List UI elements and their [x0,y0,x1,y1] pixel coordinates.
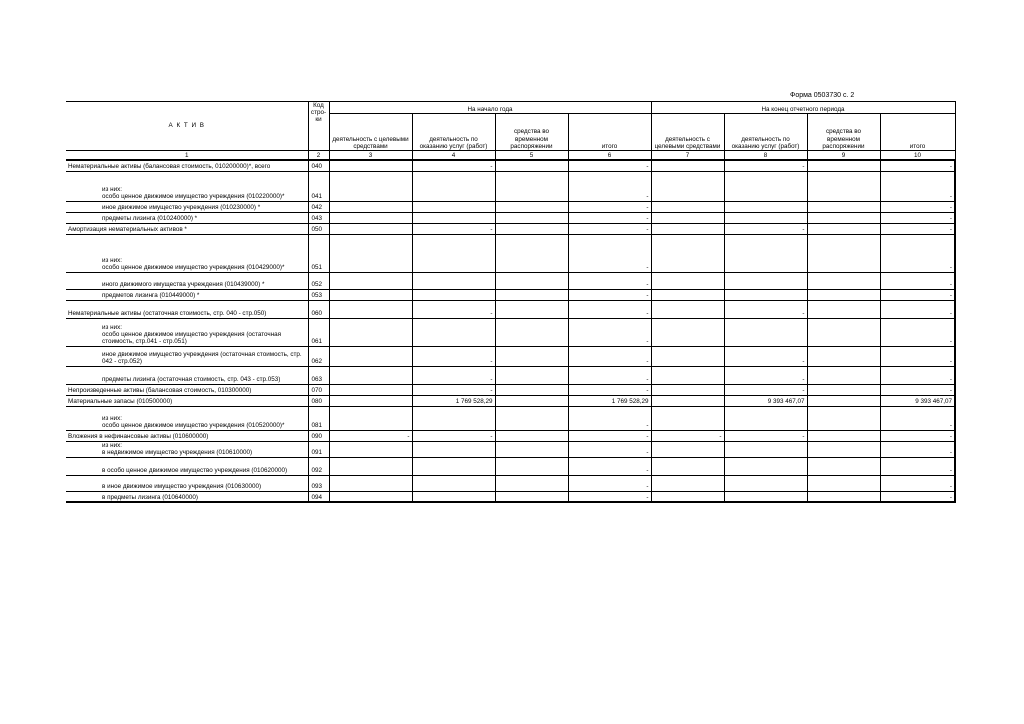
value-cell [807,318,880,346]
value-cell [724,289,807,300]
table-row [66,318,955,346]
value-cell [495,300,568,318]
value-cell [495,430,568,441]
column-number: 8 [724,151,807,161]
table-row [66,475,955,491]
value-cell [807,212,880,223]
value-cell [495,441,568,457]
value-cell [412,212,495,223]
value-cell [651,272,724,289]
row-label: Нематериальные активы (балансовая стоимость, 010200000)*, всего [66,160,308,171]
row-code: 053 [308,289,329,300]
end-of-period-header: На конец отчетного периода [651,102,955,114]
row-label: в иное движимое имущество учреждения (010630000) [66,475,308,491]
start-of-year-header: На начало года [329,102,651,114]
value-cell [651,346,724,366]
value-cell [329,457,412,475]
value-cell [495,475,568,491]
row-label: Нематериальные активы (остаточная стоимость, стр. 040 - стр.050) [66,300,308,318]
value-cell [412,475,495,491]
value-cell: - [880,441,955,457]
table-row [66,289,955,300]
column-number: 4 [412,151,495,161]
column-header: деятельность по оказанию услуг (работ) [724,114,807,151]
value-cell [651,457,724,475]
value-cell [807,346,880,366]
value-cell [329,160,412,171]
row-code: 060 [308,300,329,318]
value-cell: - [412,223,495,234]
value-cell [412,318,495,346]
column-header: средства во временном распоряжении [807,114,880,151]
value-cell: - [568,201,651,212]
value-cell [651,171,724,201]
value-cell [651,491,724,502]
row-label: из них: особо ценное движимое имущество учреждения (остаточная стоимость, стр.041 - стр.051) [66,318,308,346]
value-cell: - [724,160,807,171]
value-cell: - [412,366,495,384]
value-cell [329,366,412,384]
value-cell: - [880,366,955,384]
value-cell [651,201,724,212]
column-number: 6 [568,151,651,161]
value-cell: - [568,212,651,223]
value-cell [651,475,724,491]
table-row [66,300,955,318]
value-cell: - [412,430,495,441]
value-cell [651,212,724,223]
value-cell [412,491,495,502]
asset-header: А К Т И В [66,102,308,151]
value-cell [329,318,412,346]
value-cell: 9 393 467,07 [880,395,955,406]
value-cell [807,201,880,212]
value-cell [807,234,880,272]
table-row [66,160,955,171]
value-cell [807,491,880,502]
table-row [66,366,955,384]
row-label: из них: особо ценное движимое имущество учреждения (010429000)* [66,234,308,272]
value-cell: - [724,300,807,318]
value-cell [412,272,495,289]
table-row [66,457,955,475]
value-cell: - [880,272,955,289]
value-cell [724,212,807,223]
table-row [66,272,955,289]
value-cell: - [724,346,807,366]
value-cell: 9 393 467,07 [724,395,807,406]
row-code: 081 [308,406,329,430]
value-cell [495,201,568,212]
value-cell [807,223,880,234]
value-cell [807,441,880,457]
value-cell [495,406,568,430]
value-cell: - [568,346,651,366]
value-cell [495,223,568,234]
code-header: Код стро-ки [308,102,329,151]
table-row [66,346,955,366]
value-cell: - [568,300,651,318]
value-cell [807,289,880,300]
column-header: итого [880,114,955,151]
value-cell: - [412,346,495,366]
value-cell [412,289,495,300]
value-cell: - [880,491,955,502]
value-cell [807,300,880,318]
row-label: из них: особо ценное движимое имущество учреждения (010520000)* [66,406,308,430]
value-cell [329,491,412,502]
row-label: в особо ценное движимое имущество учреждения (010620000) [66,457,308,475]
value-cell [651,441,724,457]
value-cell [412,406,495,430]
row-label: Материальные запасы (010500000) [66,395,308,406]
value-cell [495,171,568,201]
value-cell: - [568,223,651,234]
value-cell [651,223,724,234]
value-cell [329,395,412,406]
value-cell [329,346,412,366]
table-row [66,234,955,272]
value-cell: - [412,300,495,318]
value-cell [651,234,724,272]
value-cell [724,171,807,201]
value-cell [807,457,880,475]
column-number: 2 [308,151,329,161]
value-cell [807,171,880,201]
value-cell: - [880,300,955,318]
value-cell: - [568,366,651,384]
value-cell [807,272,880,289]
column-header: деятельность по оказанию услуг (работ) [412,114,495,151]
row-label: иное движимое имущество учреждения (010230000) * [66,201,308,212]
column-header: средства во временном распоряжении [495,114,568,151]
value-cell: - [568,234,651,272]
value-cell: - [568,491,651,502]
value-cell [329,384,412,395]
value-cell: - [568,272,651,289]
value-cell [412,441,495,457]
row-label: иное движимое имущество учреждения (остаточная стоимость, стр. 042 - стр.052) [66,346,308,366]
column-number: 10 [880,151,955,161]
row-label: иного движимого имущества учреждения (010439000) * [66,272,308,289]
value-cell: - [568,457,651,475]
value-cell: - [880,318,955,346]
value-cell: - [880,430,955,441]
value-cell: - [412,160,495,171]
value-cell [807,430,880,441]
value-cell [495,491,568,502]
column-header: итого [568,114,651,151]
value-cell [495,212,568,223]
table-row [66,384,955,395]
value-cell [329,223,412,234]
value-cell [651,289,724,300]
value-cell: - [880,475,955,491]
value-cell: - [329,430,412,441]
row-label: в предметы лизинга (010640000) [66,491,308,502]
row-code: 070 [308,384,329,395]
row-label: Вложения в нефинансовые активы (010600000) [66,430,308,441]
value-cell: - [568,406,651,430]
row-code: 063 [308,366,329,384]
value-cell [724,491,807,502]
form-label: Форма 0503730 с. 2 [790,92,855,99]
value-cell [651,160,724,171]
value-cell [329,171,412,201]
value-cell [724,441,807,457]
row-code: 051 [308,234,329,272]
value-cell: - [568,289,651,300]
table-row [66,223,955,234]
value-cell [412,234,495,272]
value-cell: - [412,384,495,395]
value-cell [807,366,880,384]
value-cell [495,289,568,300]
column-number: 5 [495,151,568,161]
value-cell: - [568,384,651,395]
value-cell [495,346,568,366]
row-label: предметов лизинга (010449000) * [66,289,308,300]
table-row [66,441,955,457]
value-cell: - [880,201,955,212]
table-row [66,395,955,406]
value-cell: - [880,212,955,223]
value-cell: - [568,430,651,441]
value-cell [495,384,568,395]
value-cell [651,300,724,318]
table-row [66,171,955,201]
row-code: 091 [308,441,329,457]
row-code: 090 [308,430,329,441]
value-cell [495,457,568,475]
value-cell [329,475,412,491]
row-code: 093 [308,475,329,491]
row-code: 050 [308,223,329,234]
row-code: 042 [308,201,329,212]
row-label: предметы лизинга (010240000) * [66,212,308,223]
value-cell: - [568,475,651,491]
row-code: 043 [308,212,329,223]
column-header: деятельность с целевыми средствами [651,114,724,151]
value-cell [651,318,724,346]
table-row [66,212,955,223]
row-code: 061 [308,318,329,346]
value-cell [651,366,724,384]
value-cell [495,395,568,406]
value-cell: - [568,441,651,457]
row-code: 092 [308,457,329,475]
value-cell: - [880,289,955,300]
value-cell [807,384,880,395]
value-cell [651,384,724,395]
column-header: деятельность с целевыми средствами [329,114,412,151]
value-cell [329,212,412,223]
value-cell [329,441,412,457]
value-cell [807,475,880,491]
value-cell: - [724,430,807,441]
value-cell [412,457,495,475]
value-cell: - [724,366,807,384]
column-number: 3 [329,151,412,161]
value-cell [724,457,807,475]
value-cell: - [880,346,955,366]
value-cell [807,406,880,430]
value-cell: - [724,223,807,234]
row-label: предметы лизинга (остаточная стоимость, стр. 043 - стр.053) [66,366,308,384]
value-cell [807,395,880,406]
table-row [66,491,955,502]
table-row [66,201,955,212]
value-cell: - [880,406,955,430]
table-header [66,102,955,161]
value-cell [495,160,568,171]
assets-table [66,101,956,503]
value-cell: - [880,160,955,171]
value-cell [724,318,807,346]
value-cell [724,234,807,272]
value-cell [807,160,880,171]
value-cell [495,366,568,384]
row-code: 080 [308,395,329,406]
row-code: 062 [308,346,329,366]
row-code: 040 [308,160,329,171]
row-label: Амортизация нематериальных активов * [66,223,308,234]
value-cell [495,318,568,346]
value-cell: - [568,160,651,171]
value-cell [724,406,807,430]
table-row [66,430,955,441]
value-cell [651,406,724,430]
value-cell: - [568,171,651,201]
value-cell [495,272,568,289]
value-cell [329,272,412,289]
row-label: Непроизведенные активы (балансовая стоимость, 010300000) [66,384,308,395]
column-number: 9 [807,151,880,161]
row-code: 094 [308,491,329,502]
value-cell [724,272,807,289]
value-cell [329,300,412,318]
value-cell: - [880,234,955,272]
value-cell: - [880,171,955,201]
table-row [66,406,955,430]
table-body [66,160,955,502]
row-label: из них: в недвижимое имущество учреждения (010610000) [66,441,308,457]
value-cell [724,201,807,212]
value-cell [651,395,724,406]
value-cell: 1 769 528,29 [412,395,495,406]
value-cell: - [880,384,955,395]
value-cell: 1 769 528,29 [568,395,651,406]
column-number: 1 [66,151,308,161]
row-code: 052 [308,272,329,289]
value-cell [412,201,495,212]
value-cell: - [880,457,955,475]
value-cell [329,234,412,272]
value-cell: - [880,223,955,234]
column-number: 7 [651,151,724,161]
value-cell: - [651,430,724,441]
value-cell [329,201,412,212]
value-cell [412,171,495,201]
value-cell: - [568,318,651,346]
value-cell [495,234,568,272]
row-code: 041 [308,171,329,201]
value-cell: - [724,384,807,395]
value-cell [329,289,412,300]
row-label: из них: особо ценное движимое имущество учреждения (010220000)* [66,171,308,201]
value-cell [329,406,412,430]
value-cell [724,475,807,491]
